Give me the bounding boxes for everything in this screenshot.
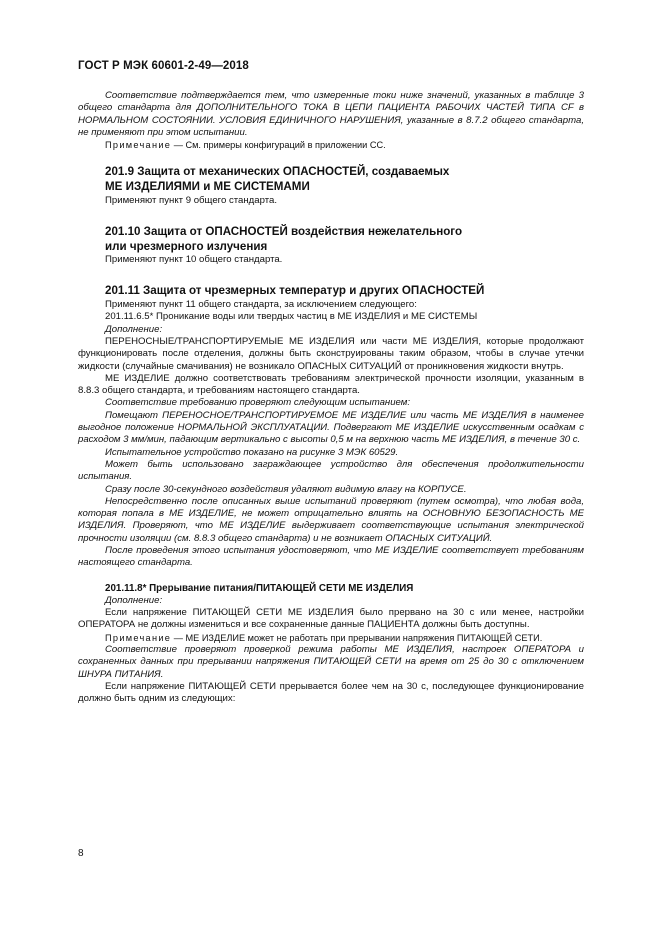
subclause-201-11-6-5: 201.11.6.5* Проникание воды или твердых частиц в МЕ ИЗДЕЛИЯ и МЕ СИСТЕМЫ: [105, 311, 478, 323]
paragraph-barrier: Может быть использовано заграждающее устройство для обеспечения продолжительности испытания.: [78, 458, 584, 483]
heading-line-2: МЕ ИЗДЕЛИЯМИ и МЕ СИСТЕМАМИ: [105, 180, 310, 194]
note-text: — См. примеры конфигураций в приложении CC.: [171, 140, 386, 151]
section-201-11-heading: 201.11 Защита от чрезмерных температур и других ОПАСНОСТЕЙ: [105, 284, 485, 298]
heading-line-2: или чрезмерного излучения: [105, 239, 268, 253]
compliance-paragraph: Соответствие подтверждается тем, что измеренные токи ниже значений, указанных в таблице 3 общего стандарта для ДОПОЛНИТЕЛЬНОГО ТОКА В ЦЕПИ ПАЦИЕНТА РАБОЧИХ ЧАСТЕЙ ТИПА CF в НОРМАЛЬНОМ СОСТОЯНИИ. УСЛОВИЯ ЕДИНИЧНОГО НАРУШЕНИЯ, указанные в 8.7.2 общего стандарта, не применяют при этом испытании.: [78, 90, 584, 138]
paragraph-inspection: Непосредственно после описанных выше испытаний проверяют (путем осмотра), что любая вода, которая попала в МЕ ИЗДЕЛИЕ, не может отрицательно влиять на ОСНОВНУЮ БЕЗОПАСНОСТЬ МЕ ИЗДЕЛИЯ. Проверяют, что МЕ ИЗДЕЛИЕ выдерживает соответствующие испытания электрической прочности изоляции (см. 8.8.3 общего стандарта) и не возникает ОПАСНЫХ СИТУАЦИЙ.: [78, 495, 584, 544]
heading-line-1: 201.10 Защита от ОПАСНОСТЕЙ воздействия нежелательного: [105, 224, 463, 238]
note-paragraph: [78, 139, 584, 151]
paragraph-test-device: Испытательное устройство показано на рисунке 3 МЭК 60529.: [105, 446, 399, 458]
heading-line-1: 201.9 Защита от механических ОПАСНОСТЕЙ, создаваемых: [105, 165, 450, 179]
section-201-10-heading: [78, 225, 584, 254]
paragraph-insulation: МЕ ИЗДЕЛИЕ должно соответствовать требованиям электрической прочности изоляции, указанным в 8.8.3 общего стандарта, и требованиям настоящего стандарта.: [78, 372, 584, 397]
paragraph-test-intro: Соответствие требованию проверяют следующим испытанием:: [105, 397, 411, 409]
section-201-9-text: Применяют пункт 9 общего стандарта.: [105, 194, 278, 206]
subclause-201-11-8-heading: 201.11.8* Прерывание питания/ПИТАЮЩЕЙ СЕТИ МЕ ИЗДЕЛИЯ: [105, 582, 414, 594]
note-label: Примечание: [105, 632, 172, 643]
note-paragraph: [78, 632, 584, 644]
paragraph-long-interruption: Если напряжение ПИТАЮЩЕЙ СЕТИ прерывается более чем на 30 с, последующее функционирование должно быть одним из следующих:: [78, 680, 584, 705]
paragraph-rain-test: Помещают ПЕРЕНОСНОЕ/ТРАНСПОРТИРУЕМОЕ МЕ ИЗДЕЛИЕ или часть МЕ ИЗДЕЛИЯ в наименее выгодное положение НОРМАЛЬНОЙ ЭКСПЛУАТАЦИИ. Подвергают МЕ ИЗДЕЛИЕ искусственным осадкам с расходом 3 мм/мин, падающим вертикально с высоты 0,5 м на верхнюю часть МЕ ИЗДЕЛИЯ, в течение 30 с.: [78, 409, 584, 446]
page-content: [78, 90, 584, 706]
note-text: — МЕ ИЗДЕЛИЕ может не работать при прерывании напряжения ПИТАЮЩЕЙ СЕТИ.: [171, 632, 543, 643]
addition-label: Дополнение:: [105, 594, 163, 606]
section-201-11-intro: Применяют пункт 11 общего стандарта, за исключением следующего:: [105, 299, 417, 311]
paragraph-interruption: Если напряжение ПИТАЮЩЕЙ СЕТИ МЕ ИЗДЕЛИЯ было прервано на 30 с или менее, настройки ОПЕРАТОРА не должны измениться и все сохраненные данные ПАЦИЕНТА должны быть доступны.: [78, 607, 584, 631]
paragraph-portable-devices: ПЕРЕНОСНЫЕ/ТРАНСПОРТИРУЕМЫЕ МЕ ИЗДЕЛИЯ или части МЕ ИЗДЕЛИЯ, которые продолжают функционировать после отделения, должны быть сконструированы таким образом, чтобы в случае утечки жидкости (случайные смачивания) не возникало ОПАСНЫХ СИТУАЦИЙ от проникновения жидкости внутрь.: [78, 335, 584, 372]
section-201-9-heading: [78, 165, 584, 194]
page-number: 8: [78, 848, 84, 859]
addition-label: Дополнение:: [105, 323, 163, 335]
note-label: Примечание: [105, 140, 172, 151]
standard-header: ГОСТ Р МЭК 60601-2-49—2018: [78, 60, 249, 72]
section-201-10-text: Применяют пункт 10 общего стандарта.: [105, 254, 283, 266]
paragraph-compliance-check: Соответствие проверяют проверкой режима работы МЕ ИЗДЕЛИЯ, настроек ОПЕРАТОРА и сохраненных данных при прерывании напряжения ПИТАЮЩЕЙ СЕТИ на время от 25 до 30 с отключением ШНУРА ПИТАНИЯ.: [78, 644, 584, 680]
paragraph-after-test: После проведения этого испытания удостоверяют, что МЕ ИЗДЕЛИЕ соответствует требованиям настоящего стандарта.: [78, 544, 584, 569]
paragraph-remove-moisture: Сразу после 30-секундного воздействия удаляют видимую влагу на КОРПУСЕ.: [105, 483, 467, 495]
